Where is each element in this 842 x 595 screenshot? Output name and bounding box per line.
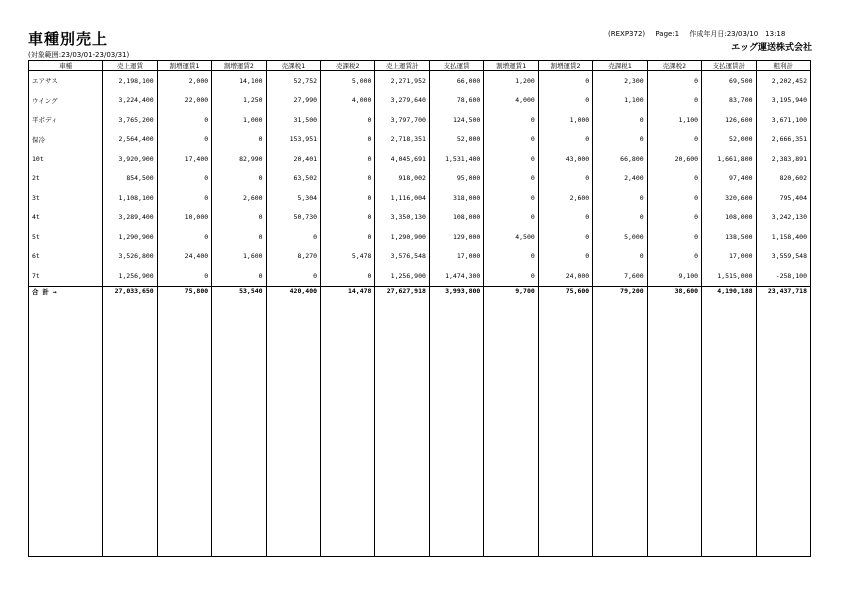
vehicle-type-cell: 保冷 bbox=[29, 130, 103, 150]
value-cell: 318,000 bbox=[429, 188, 483, 208]
table-row bbox=[29, 208, 811, 228]
value-cell: 79,200 bbox=[593, 286, 647, 296]
value-cell: 9,100 bbox=[647, 266, 701, 286]
value-cell: 0 bbox=[593, 188, 647, 208]
value-cell: 0 bbox=[593, 247, 647, 267]
value-cell: 3,671,100 bbox=[756, 110, 810, 130]
value-cell: 129,000 bbox=[429, 227, 483, 247]
value-cell: 1,256,900 bbox=[103, 266, 157, 286]
column-header: 売課税1 bbox=[266, 61, 320, 71]
page-number: Page:1 bbox=[655, 30, 680, 38]
report-meta bbox=[608, 29, 793, 39]
value-cell: 75,600 bbox=[538, 286, 592, 296]
value-cell: 1,100 bbox=[593, 91, 647, 111]
table-row bbox=[29, 149, 811, 169]
value-cell: 5,000 bbox=[321, 71, 375, 91]
table-row bbox=[29, 169, 811, 189]
column-header: 割増運賃2 bbox=[212, 61, 266, 71]
value-cell: 2,666,351 bbox=[756, 130, 810, 150]
value-cell: 2,718,351 bbox=[375, 130, 429, 150]
value-cell: 3,576,548 bbox=[375, 247, 429, 267]
column-header: 割増運賃1 bbox=[157, 61, 211, 71]
value-cell: 1,600 bbox=[212, 247, 266, 267]
value-cell: 4,500 bbox=[484, 227, 538, 247]
value-cell: 63,502 bbox=[266, 169, 320, 189]
value-cell: 1,250 bbox=[212, 91, 266, 111]
value-cell: 4,000 bbox=[484, 91, 538, 111]
value-cell: 1,108,100 bbox=[103, 188, 157, 208]
blank-area-row bbox=[29, 296, 811, 557]
report-title: 車種別売上 bbox=[28, 30, 109, 48]
value-cell: 43,000 bbox=[538, 149, 592, 169]
blank-cell bbox=[484, 296, 538, 557]
value-cell: 27,627,918 bbox=[375, 286, 429, 296]
blank-cell bbox=[429, 296, 483, 557]
value-cell: 0 bbox=[593, 110, 647, 130]
value-cell: 3,224,400 bbox=[103, 91, 157, 111]
table-row bbox=[29, 188, 811, 208]
value-cell: -258,100 bbox=[756, 266, 810, 286]
value-cell: 22,000 bbox=[157, 91, 211, 111]
value-cell: 3,279,640 bbox=[375, 91, 429, 111]
vehicle-type-cell: エアサス bbox=[29, 71, 103, 91]
value-cell: 1,256,900 bbox=[375, 266, 429, 286]
value-cell: 3,195,940 bbox=[756, 91, 810, 111]
value-cell: 8,270 bbox=[266, 247, 320, 267]
value-cell: 3,289,400 bbox=[103, 208, 157, 228]
value-cell: 0 bbox=[647, 188, 701, 208]
value-cell: 1,000 bbox=[212, 110, 266, 130]
value-cell: 1,531,400 bbox=[429, 149, 483, 169]
value-cell: 0 bbox=[593, 130, 647, 150]
value-cell: 0 bbox=[266, 266, 320, 286]
value-cell: 24,400 bbox=[157, 247, 211, 267]
value-cell: 108,000 bbox=[702, 208, 756, 228]
value-cell: 1,116,004 bbox=[375, 188, 429, 208]
value-cell: 38,600 bbox=[647, 286, 701, 296]
value-cell: 1,661,800 bbox=[702, 149, 756, 169]
vehicle-type-cell: 2t bbox=[29, 169, 103, 189]
column-header: 売上運賃 bbox=[103, 61, 157, 71]
value-cell: 0 bbox=[593, 208, 647, 228]
value-cell: 0 bbox=[484, 149, 538, 169]
column-header: 支払運賃 bbox=[429, 61, 483, 71]
value-cell: 0 bbox=[157, 188, 211, 208]
company-name: エッグ運送株式会社 bbox=[731, 43, 812, 53]
value-cell: 14,100 bbox=[212, 71, 266, 91]
value-cell: 31,500 bbox=[266, 110, 320, 130]
value-cell: 69,500 bbox=[702, 71, 756, 91]
value-cell: 108,000 bbox=[429, 208, 483, 228]
value-cell: 10,000 bbox=[157, 208, 211, 228]
vehicle-type-cell: ウイング bbox=[29, 91, 103, 111]
value-cell: 2,400 bbox=[593, 169, 647, 189]
value-cell: 27,990 bbox=[266, 91, 320, 111]
column-header: 売上運賃計 bbox=[375, 61, 429, 71]
value-cell: 0 bbox=[321, 188, 375, 208]
value-cell: 5,304 bbox=[266, 188, 320, 208]
value-cell: 24,000 bbox=[538, 266, 592, 286]
value-cell: 2,383,891 bbox=[756, 149, 810, 169]
value-cell: 0 bbox=[647, 169, 701, 189]
value-cell: 5,478 bbox=[321, 247, 375, 267]
column-header: 割増運賃1 bbox=[484, 61, 538, 71]
value-cell: 0 bbox=[321, 266, 375, 286]
column-header: 支払運賃計 bbox=[702, 61, 756, 71]
vehicle-type-cell: 3t bbox=[29, 188, 103, 208]
column-header: 売課税2 bbox=[647, 61, 701, 71]
value-cell: 20,600 bbox=[647, 149, 701, 169]
value-cell: 2,564,400 bbox=[103, 130, 157, 150]
value-cell: 4,045,691 bbox=[375, 149, 429, 169]
value-cell: 2,000 bbox=[157, 71, 211, 91]
blank-cell bbox=[103, 296, 157, 557]
value-cell: 0 bbox=[538, 208, 592, 228]
value-cell: 4,000 bbox=[321, 91, 375, 111]
vehicle-type-cell: 7t bbox=[29, 266, 103, 286]
value-cell: 0 bbox=[321, 149, 375, 169]
value-cell: 0 bbox=[157, 266, 211, 286]
value-cell: 14,478 bbox=[321, 286, 375, 296]
value-cell: 0 bbox=[321, 130, 375, 150]
value-cell: 23,437,718 bbox=[756, 286, 810, 296]
column-header: 粗利計 bbox=[756, 61, 810, 71]
value-cell: 75,800 bbox=[157, 286, 211, 296]
column-header: 売課税2 bbox=[321, 61, 375, 71]
vehicle-type-cell: 10t bbox=[29, 149, 103, 169]
value-cell: 0 bbox=[484, 110, 538, 130]
value-cell: 0 bbox=[484, 188, 538, 208]
total-row bbox=[29, 286, 811, 296]
value-cell: 0 bbox=[321, 227, 375, 247]
value-cell: 3,765,200 bbox=[103, 110, 157, 130]
vehicle-type-cell: 合 計 → bbox=[29, 286, 103, 296]
value-cell: 66,000 bbox=[429, 71, 483, 91]
value-cell: 1,158,400 bbox=[756, 227, 810, 247]
value-cell: 126,600 bbox=[702, 110, 756, 130]
value-cell: 795,404 bbox=[756, 188, 810, 208]
value-cell: 138,500 bbox=[702, 227, 756, 247]
blank-cell bbox=[266, 296, 320, 557]
value-cell: 0 bbox=[538, 169, 592, 189]
value-cell: 124,500 bbox=[429, 110, 483, 130]
blank-cell bbox=[212, 296, 266, 557]
sales-table bbox=[28, 60, 811, 557]
blank-cell bbox=[593, 296, 647, 557]
value-cell: 97,400 bbox=[702, 169, 756, 189]
value-cell: 2,271,952 bbox=[375, 71, 429, 91]
value-cell: 0 bbox=[647, 130, 701, 150]
column-header: 割増運賃2 bbox=[538, 61, 592, 71]
value-cell: 1,474,300 bbox=[429, 266, 483, 286]
value-cell: 0 bbox=[321, 169, 375, 189]
value-cell: 1,100 bbox=[647, 110, 701, 130]
value-cell: 78,600 bbox=[429, 91, 483, 111]
vehicle-type-cell: 4t bbox=[29, 208, 103, 228]
value-cell: 918,002 bbox=[375, 169, 429, 189]
value-cell: 0 bbox=[157, 130, 211, 150]
value-cell: 52,000 bbox=[702, 130, 756, 150]
blank-cell bbox=[538, 296, 592, 557]
value-cell: 0 bbox=[157, 169, 211, 189]
value-cell: 82,990 bbox=[212, 149, 266, 169]
table-row bbox=[29, 130, 811, 150]
value-cell: 3,242,130 bbox=[756, 208, 810, 228]
column-header: 車種 bbox=[29, 61, 103, 71]
value-cell: 2,600 bbox=[538, 188, 592, 208]
value-cell: 52,752 bbox=[266, 71, 320, 91]
value-cell: 50,730 bbox=[266, 208, 320, 228]
value-cell: 3,797,700 bbox=[375, 110, 429, 130]
date-range: (対象範囲:23/03/01-23/03/31) bbox=[28, 51, 130, 59]
value-cell: 820,602 bbox=[756, 169, 810, 189]
value-cell: 7,600 bbox=[593, 266, 647, 286]
value-cell: 420,400 bbox=[266, 286, 320, 296]
value-cell: 3,526,800 bbox=[103, 247, 157, 267]
value-cell: 0 bbox=[212, 208, 266, 228]
value-cell: 66,800 bbox=[593, 149, 647, 169]
value-cell: 20,401 bbox=[266, 149, 320, 169]
blank-cell bbox=[756, 296, 810, 557]
vehicle-type-cell: 5t bbox=[29, 227, 103, 247]
table-row bbox=[29, 266, 811, 286]
table-row bbox=[29, 91, 811, 111]
blank-cell bbox=[29, 296, 103, 557]
blank-cell bbox=[702, 296, 756, 557]
value-cell: 0 bbox=[484, 266, 538, 286]
value-cell: 0 bbox=[484, 208, 538, 228]
value-cell: 0 bbox=[157, 110, 211, 130]
value-cell: 1,290,900 bbox=[375, 227, 429, 247]
value-cell: 0 bbox=[647, 227, 701, 247]
value-cell: 2,300 bbox=[593, 71, 647, 91]
vehicle-type-cell: 6t bbox=[29, 247, 103, 267]
value-cell: 3,350,130 bbox=[375, 208, 429, 228]
value-cell: 0 bbox=[647, 71, 701, 91]
value-cell: 0 bbox=[212, 130, 266, 150]
value-cell: 5,000 bbox=[593, 227, 647, 247]
value-cell: 153,951 bbox=[266, 130, 320, 150]
value-cell: 17,000 bbox=[429, 247, 483, 267]
value-cell: 3,920,900 bbox=[103, 149, 157, 169]
table-row bbox=[29, 71, 811, 91]
vehicle-type-cell: 平ボディ bbox=[29, 110, 103, 130]
value-cell: 1,515,000 bbox=[702, 266, 756, 286]
report-code: (REXP372) bbox=[608, 30, 646, 38]
value-cell: 0 bbox=[538, 130, 592, 150]
blank-cell bbox=[647, 296, 701, 557]
table-row bbox=[29, 110, 811, 130]
value-cell: 52,000 bbox=[429, 130, 483, 150]
value-cell: 1,200 bbox=[484, 71, 538, 91]
value-cell: 53,540 bbox=[212, 286, 266, 296]
value-cell: 0 bbox=[538, 91, 592, 111]
value-cell: 0 bbox=[538, 71, 592, 91]
blank-cell bbox=[321, 296, 375, 557]
value-cell: 17,000 bbox=[702, 247, 756, 267]
created-datetime: 作成年月日:23/03/10 13:18 bbox=[689, 30, 786, 38]
value-cell: 27,033,650 bbox=[103, 286, 157, 296]
value-cell: 0 bbox=[212, 266, 266, 286]
value-cell: 0 bbox=[212, 227, 266, 247]
value-cell: 0 bbox=[484, 130, 538, 150]
value-cell: 0 bbox=[538, 247, 592, 267]
header-row bbox=[29, 61, 811, 71]
column-header: 売課税1 bbox=[593, 61, 647, 71]
value-cell: 2,600 bbox=[212, 188, 266, 208]
value-cell: 0 bbox=[538, 227, 592, 247]
value-cell: 83,700 bbox=[702, 91, 756, 111]
value-cell: 0 bbox=[647, 91, 701, 111]
table-row bbox=[29, 247, 811, 267]
value-cell: 3,559,548 bbox=[756, 247, 810, 267]
blank-cell bbox=[157, 296, 211, 557]
value-cell: 0 bbox=[484, 247, 538, 267]
value-cell: 9,700 bbox=[484, 286, 538, 296]
value-cell: 0 bbox=[321, 208, 375, 228]
value-cell: 0 bbox=[647, 208, 701, 228]
value-cell: 2,198,100 bbox=[103, 71, 157, 91]
value-cell: 854,500 bbox=[103, 169, 157, 189]
value-cell: 2,202,452 bbox=[756, 71, 810, 91]
value-cell: 0 bbox=[157, 227, 211, 247]
value-cell: 95,000 bbox=[429, 169, 483, 189]
value-cell: 1,290,900 bbox=[103, 227, 157, 247]
value-cell: 0 bbox=[647, 247, 701, 267]
table-row bbox=[29, 227, 811, 247]
value-cell: 0 bbox=[266, 227, 320, 247]
value-cell: 4,190,188 bbox=[702, 286, 756, 296]
value-cell: 3,993,800 bbox=[429, 286, 483, 296]
blank-cell bbox=[375, 296, 429, 557]
value-cell: 0 bbox=[484, 169, 538, 189]
value-cell: 17,400 bbox=[157, 149, 211, 169]
value-cell: 0 bbox=[321, 110, 375, 130]
value-cell: 1,000 bbox=[538, 110, 592, 130]
value-cell: 0 bbox=[212, 169, 266, 189]
value-cell: 320,600 bbox=[702, 188, 756, 208]
